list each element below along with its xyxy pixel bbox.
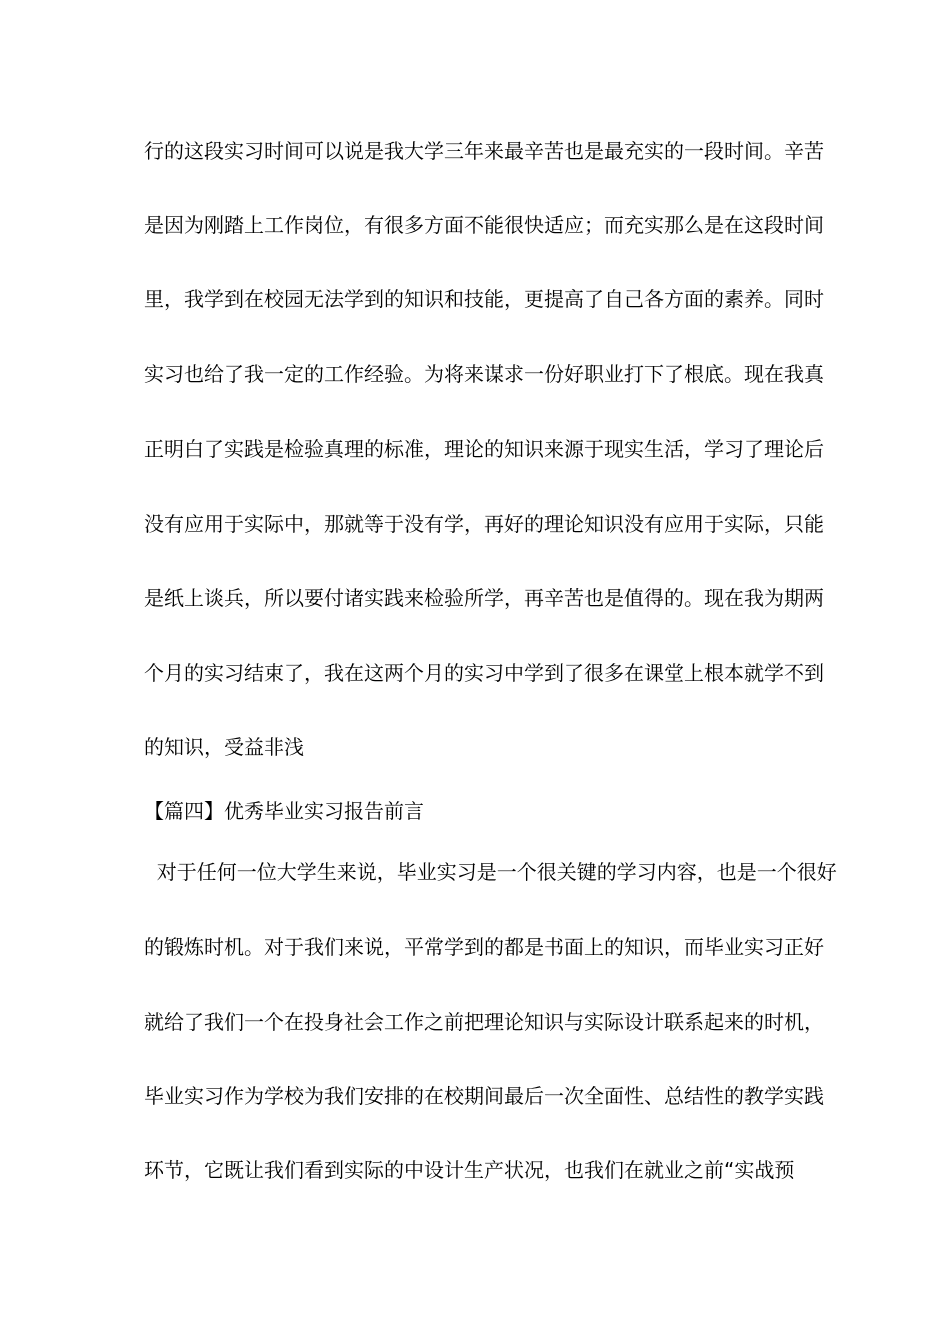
paragraph-line: 没有应用于实际中，那就等于没有学，再好的理论知识没有应用于实际，只能 [144,512,824,536]
paragraph-line: 行的这段实习时间可以说是我大学三年来最辛苦也是最充实的一段时间。辛苦 [144,139,824,163]
paragraph-line: 实习也给了我一定的工作经验。为将来谋求一份好职业打下了根底。现在我真 [144,362,824,386]
section-heading: 【篇四】优秀毕业实习报告前言 [144,799,424,823]
paragraph-line: 的知识，受益非浅 [144,735,304,759]
paragraph-line: 是因为刚踏上工作岗位，有很多方面不能很快适应；而充实那么是在这段时间 [144,213,824,237]
paragraph-line: 毕业实习作为学校为我们安排的在校期间最后一次全面性、总结性的教学实践 [144,1084,824,1108]
paragraph-line: 里，我学到在校园无法学到的知识和技能，更提高了自己各方面的素养。同时 [144,287,824,311]
paragraph-line: 就给了我们一个在投身社会工作之前把理论知识与实际设计联系起来的时机， [144,1010,824,1034]
paragraph-line: 的锻炼时机。对于我们来说，平常学到的都是书面上的知识，而毕业实习正好 [144,935,824,959]
paragraph-line: 对于任何一位大学生来说，毕业实习是一个很关键的学习内容，也是一个很好 [144,860,837,884]
paragraph-line: 是纸上谈兵，所以要付诸实践来检验所学，再辛苦也是值得的。现在我为期两 [144,586,824,610]
paragraph-line: 环节，它既让我们看到实际的中设计生产状况，也我们在就业之前“实战预 [144,1158,795,1182]
paragraph-line: 正明白了实践是检验真理的标准，理论的知识来源于现实生活，学习了理论后 [144,437,824,461]
paragraph-line: 个月的实习结束了，我在这两个月的实习中学到了很多在课堂上根本就学不到 [144,661,824,685]
